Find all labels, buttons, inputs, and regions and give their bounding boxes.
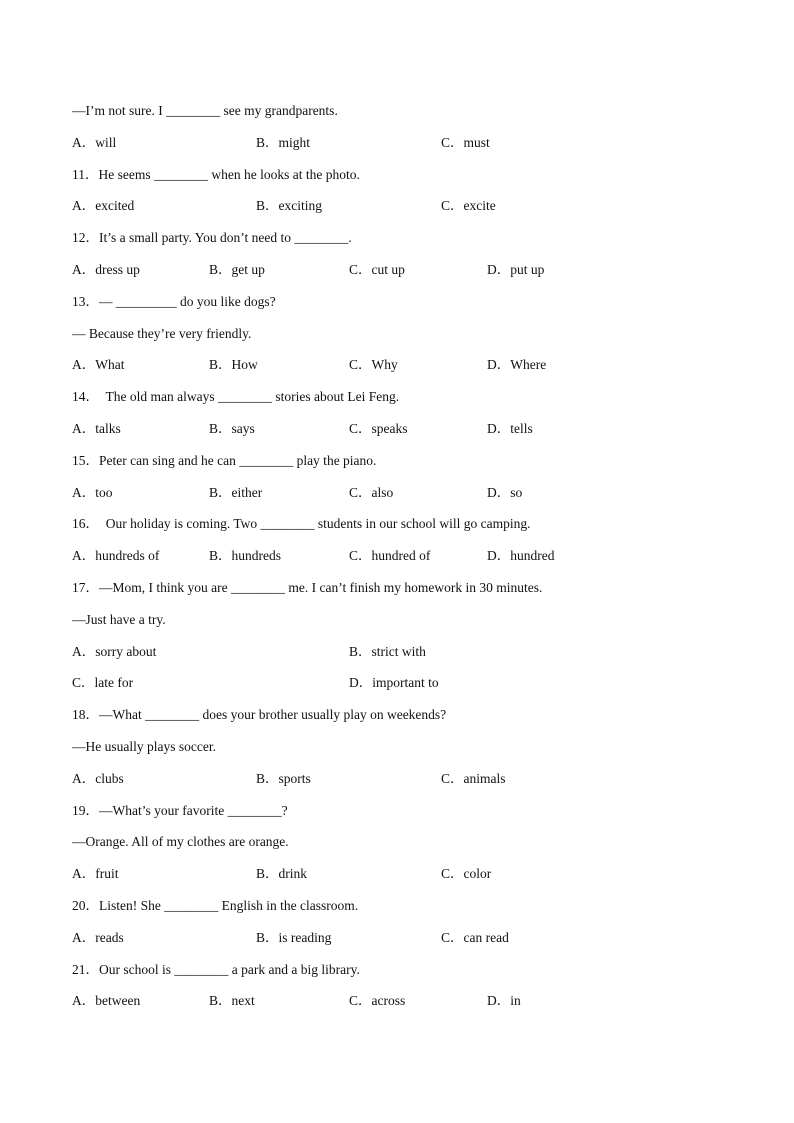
question-line: 12．It’s a small party. You don’t need to ________. — [72, 230, 352, 245]
answer-option: D．hundred — [487, 548, 555, 563]
question-line: —I’m not sure. I ________ see my grandparents. — [72, 103, 338, 118]
answer-option: A．will — [72, 135, 117, 150]
answer-option: B．sports — [256, 771, 311, 786]
answer-option: C．across — [349, 993, 406, 1008]
answer-option: B．either — [209, 485, 263, 500]
answer-option: D．so — [487, 485, 523, 500]
question-line: 13．— _________ do you like dogs? — [72, 294, 276, 309]
answer-option: D．Where — [487, 357, 547, 372]
question-line: 19．—What’s your favorite ________? — [72, 803, 288, 818]
answer-option: C．also — [349, 485, 394, 500]
answer-option: A．excited — [72, 198, 135, 213]
answer-option: B．drink — [256, 866, 308, 881]
answer-option: D．in — [487, 993, 521, 1008]
question-line: 15．Peter can sing and he can ________ play the piano. — [72, 453, 377, 468]
answer-option: B．says — [209, 421, 255, 436]
answer-option: C．excite — [441, 198, 496, 213]
answer-option: C．cut up — [349, 262, 405, 277]
answer-option: D．put up — [487, 262, 545, 277]
question-line: —Orange. All of my clothes are orange. — [72, 834, 289, 849]
answer-option: B．strict with — [349, 644, 426, 659]
answer-option: A．hundreds of — [72, 548, 160, 563]
answer-option: B．How — [209, 357, 258, 372]
answer-option: A．too — [72, 485, 113, 500]
question-line: 16． Our holiday is coming. Two ________ students in our school will go camping. — [72, 516, 531, 531]
question-line: 17．—Mom, I think you are ________ me. I can’t finish my homework in 30 minutes. — [72, 580, 543, 595]
question-line: — Because they’re very friendly. — [72, 326, 252, 341]
answer-option: B．might — [256, 135, 311, 150]
answer-option: A．reads — [72, 930, 124, 945]
answer-option: A．dress up — [72, 262, 140, 277]
answer-option: D．important to — [349, 675, 439, 690]
answer-option: A．clubs — [72, 771, 124, 786]
answer-option: C．color — [441, 866, 492, 881]
answer-option: B．get up — [209, 262, 265, 277]
answer-option: B．exciting — [256, 198, 322, 213]
question-line: 21．Our school is ________ a park and a big library. — [72, 962, 360, 977]
question-line: —He usually plays soccer. — [72, 739, 216, 754]
answer-option: C．animals — [441, 771, 506, 786]
answer-option: A．sorry about — [72, 644, 157, 659]
answer-option: B．is reading — [256, 930, 332, 945]
question-line: 11．He seems ________ when he looks at the photo. — [72, 167, 360, 182]
question-line: 20．Listen! She ________ English in the classroom. — [72, 898, 359, 913]
answer-option: A．What — [72, 357, 125, 372]
answer-option: A．talks — [72, 421, 121, 436]
answer-option: C．must — [441, 135, 490, 150]
answer-option: C．speaks — [349, 421, 408, 436]
answer-option: A．fruit — [72, 866, 119, 881]
question-line: 18．—What ________ does your brother usually play on weekends? — [72, 707, 447, 722]
answer-option: A．between — [72, 993, 141, 1008]
answer-option: C．Why — [349, 357, 398, 372]
question-line: —Just have a try. — [72, 612, 166, 627]
question-line: 14． The old man always ________ stories about Lei Feng. — [72, 389, 400, 404]
answer-option: C．hundred of — [349, 548, 431, 563]
answer-option: C．late for — [72, 675, 134, 690]
answer-option: C．can read — [441, 930, 509, 945]
answer-option: B．next — [209, 993, 255, 1008]
answer-option: D．tells — [487, 421, 533, 436]
answer-option: B．hundreds — [209, 548, 281, 563]
